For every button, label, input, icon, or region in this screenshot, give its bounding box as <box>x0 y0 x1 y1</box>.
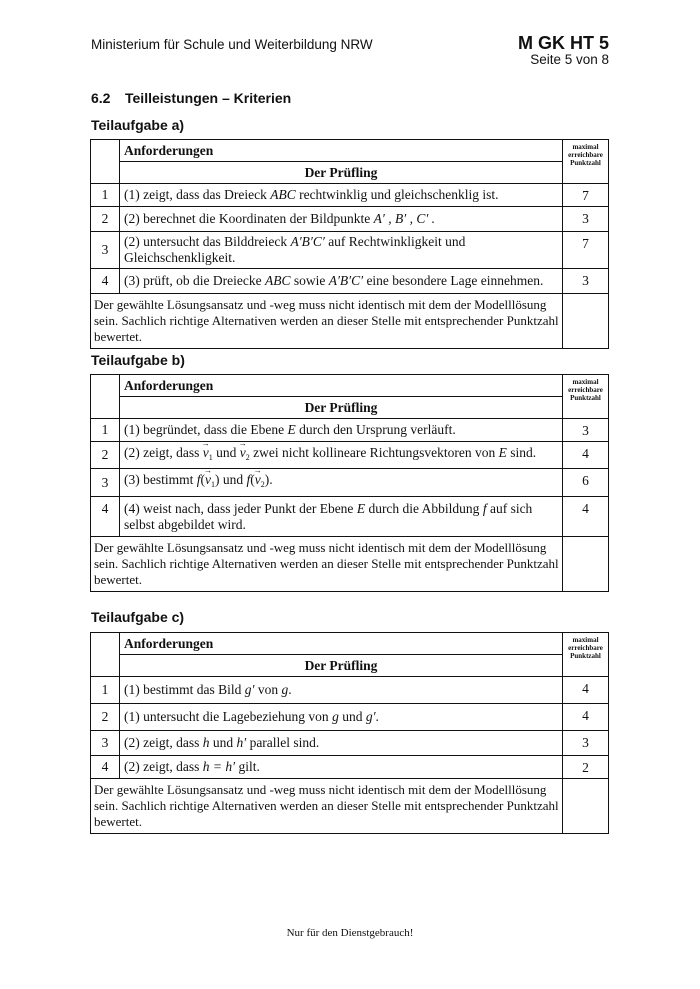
points: 7 <box>563 184 609 207</box>
header-examinee: Der Prüfling <box>120 397 563 419</box>
note-points-blank <box>563 779 609 834</box>
points: 4 <box>563 442 609 469</box>
requirement-text: (3) prüft, ob die Dreiecke ABC sowie A′B′C′ eine besondere Lage einnehmen. <box>120 269 563 294</box>
points: 7 <box>563 232 609 269</box>
table-row <box>91 497 609 537</box>
row-number: 4 <box>91 756 120 779</box>
header-requirements: Anforderungen <box>120 375 563 397</box>
row-number: 4 <box>91 497 120 537</box>
points: 4 <box>563 704 609 731</box>
table-row <box>91 756 609 779</box>
row-number: 1 <box>91 184 120 207</box>
row-number: 2 <box>91 207 120 232</box>
table-row <box>91 419 609 442</box>
header-max-points: maximal erreichbare Punktzahl <box>563 633 609 677</box>
header-examinee: Der Prüfling <box>120 162 563 184</box>
note-points-blank <box>563 294 609 349</box>
criteria-table-c <box>90 632 609 834</box>
requirement-text: (2) zeigt, dass → $v_1$ und → $v_2$ zwei nicht kollineare Richtungsvektoren von E sind. <box>120 442 563 469</box>
row-number: 2 <box>91 442 120 469</box>
row-number: 4 <box>91 269 120 294</box>
points: 4 <box>563 677 609 704</box>
requirement-text: (2) untersucht das Bilddreieck A′B′C′ auf Rechtwinkligkeit und Gleichschenkligkeit. <box>120 232 563 269</box>
requirement-text: (2) zeigt, dass h = h′ gilt. <box>120 756 563 779</box>
requirement-text: (1) bestimmt das Bild g′ von g. <box>120 677 563 704</box>
part-a-title: Teilaufgabe a) <box>91 117 185 133</box>
solution-note: Der gewählte Lösungsansatz und -weg muss nicht identisch mit dem der Modelllösung sein. Sachlich richtige Alternativen werden an dieser Stelle mit entsprechender Punktzahl bewertet. <box>91 779 563 834</box>
footer-notice: Nur für den Dienstgebrauch! <box>286 927 414 939</box>
criteria-table-a <box>90 139 609 349</box>
part-b-title: Teilaufgabe b) <box>91 352 185 368</box>
header-max-points: maximal erreichbare Punktzahl <box>563 375 609 419</box>
note-row <box>91 537 609 592</box>
section-title <box>91 90 291 106</box>
table-row <box>91 704 609 731</box>
header-requirements: Anforderungen <box>120 633 563 655</box>
page-number: Seite 5 von 8 <box>530 52 609 67</box>
row-number: 2 <box>91 704 120 731</box>
points: 3 <box>563 419 609 442</box>
table-row <box>91 269 609 294</box>
note-row <box>91 779 609 834</box>
row-number: 3 <box>91 232 120 269</box>
table-row <box>91 232 609 269</box>
header-blank <box>91 140 120 184</box>
ministry-name: Ministerium für Schule und Weiterbildung NRW <box>91 37 373 52</box>
solution-note: Der gewählte Lösungsansatz und -weg muss nicht identisch mit dem der Modelllösung sein. Sachlich richtige Alternativen werden an dieser Stelle mit entsprechender Punktzahl bewertet. <box>91 294 563 349</box>
section-number: 6.2 <box>91 90 111 106</box>
table-row <box>91 184 609 207</box>
criteria-table-b <box>90 374 609 592</box>
note-row <box>91 294 609 349</box>
requirement-text: (2) berechnet die Koordinaten der Bildpunkte A′ , B′ , C′ . <box>120 207 563 232</box>
table-row <box>91 469 609 497</box>
exam-code: M GK HT 5 <box>517 33 609 53</box>
requirement-text: (4) weist nach, dass jeder Punkt der Ebene E durch die Abbildung f auf sich selbst abgebildet wird. <box>120 497 563 537</box>
solution-note: Der gewählte Lösungsansatz und -weg muss nicht identisch mit dem der Modelllösung sein. Sachlich richtige Alternativen werden an dieser Stelle mit entsprechender Punktzahl bewertet. <box>91 537 563 592</box>
points: 2 <box>563 756 609 779</box>
header-requirements: Anforderungen <box>120 140 563 162</box>
row-number: 3 <box>91 469 120 497</box>
points: 3 <box>563 731 609 756</box>
points: 4 <box>563 497 609 537</box>
row-number: 1 <box>91 419 120 442</box>
table-row <box>91 442 609 469</box>
header-examinee: Der Prüfling <box>120 655 563 677</box>
requirement-text: (1) zeigt, dass das Dreieck ABC rechtwinklig und gleichschenklig ist. <box>120 184 563 207</box>
section-title-text: Teilleistungen – Kriterien <box>125 90 292 106</box>
note-points-blank <box>563 537 609 592</box>
points: 6 <box>563 469 609 497</box>
header-max-points: maximal erreichbare Punktzahl <box>563 140 609 184</box>
header-blank <box>91 375 120 419</box>
table-row <box>91 207 609 232</box>
row-number: 3 <box>91 731 120 756</box>
requirement-text: (2) zeigt, dass h und h′ parallel sind. <box>120 731 563 756</box>
table-row <box>91 677 609 704</box>
requirement-text: (1) begründet, dass die Ebene E durch den Ursprung verläuft. <box>120 419 563 442</box>
part-c-title: Teilaufgabe c) <box>91 609 185 625</box>
points: 3 <box>563 269 609 294</box>
requirement-text: (3) bestimmt $f(\to v_1)$ und $f(\to v_2)$. <box>120 469 563 497</box>
requirement-text: (1) untersucht die Lagebeziehung von g und g′. <box>120 704 563 731</box>
points: 3 <box>563 207 609 232</box>
table-row <box>91 731 609 756</box>
header-blank <box>91 633 120 677</box>
row-number: 1 <box>91 677 120 704</box>
